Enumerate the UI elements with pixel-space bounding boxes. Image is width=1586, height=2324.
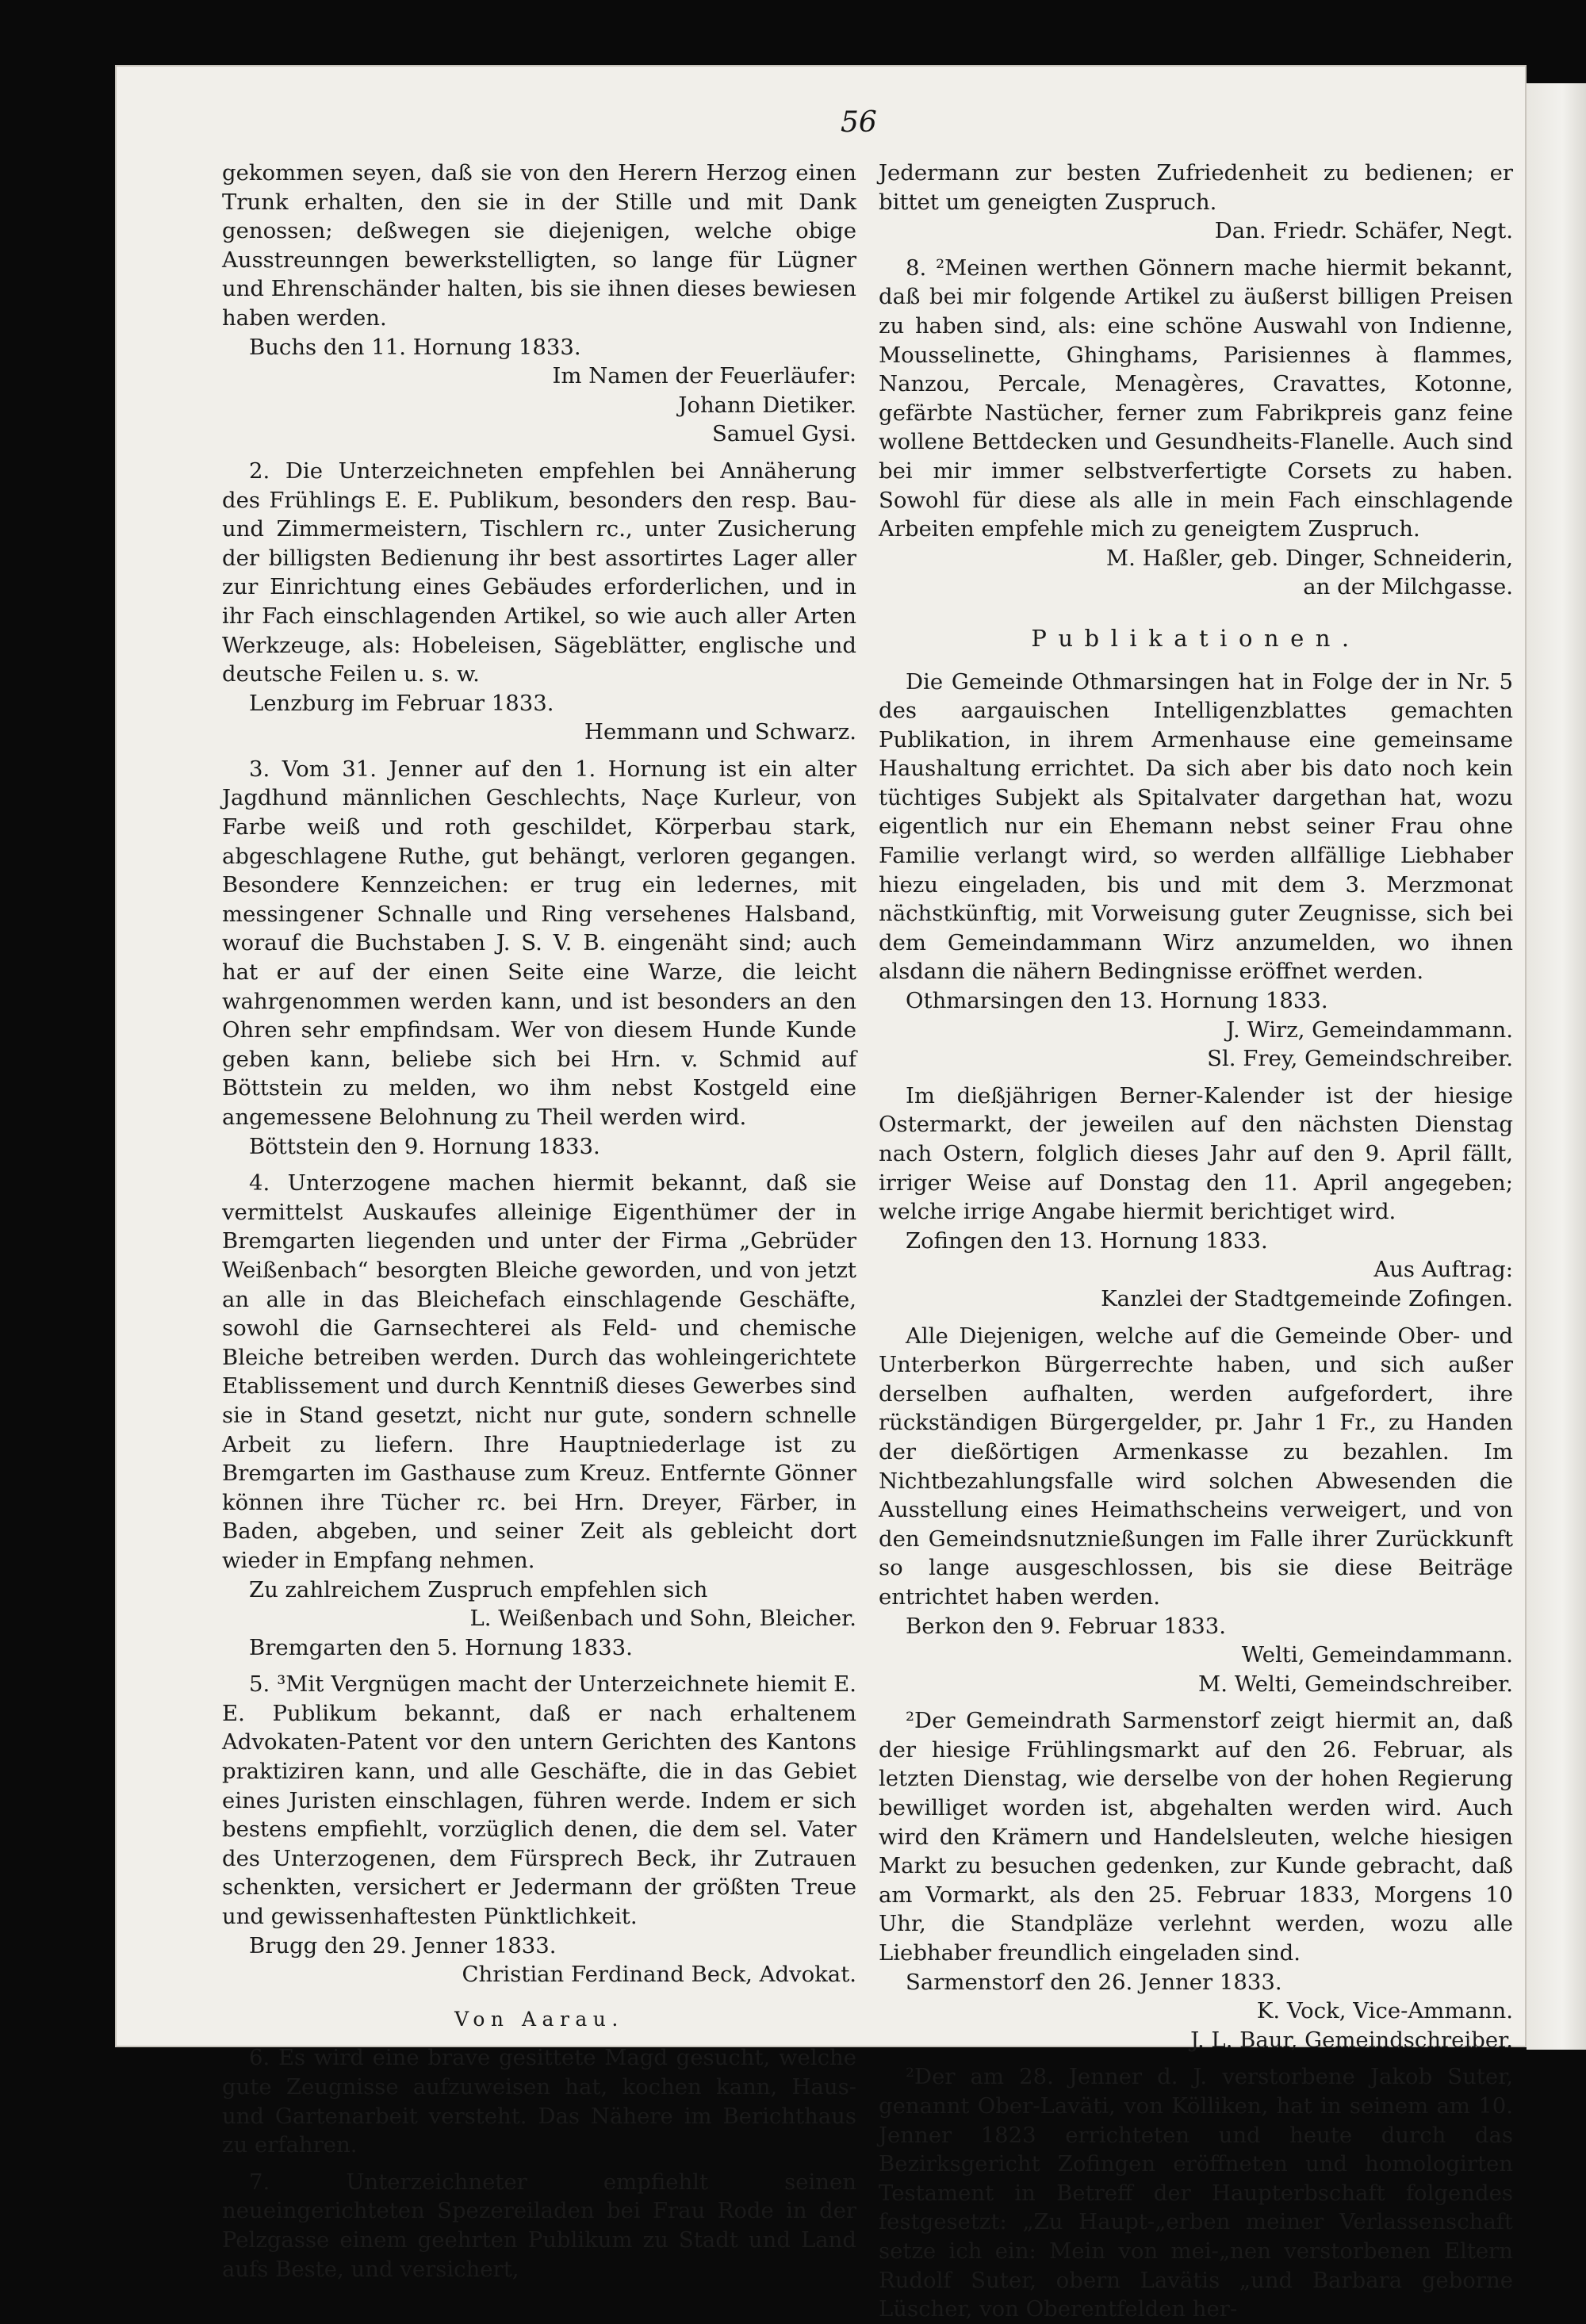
date-line: Buchs den 11. Hornung 1833. — [249, 334, 581, 360]
signature-line: Kanzlei der Stadtgemeinde Zofingen. — [1101, 1285, 1513, 1311]
next-page-edge — [1527, 83, 1586, 2050]
notice-item: 4. Unterzogene machen hiermit bekannt, daß sie vermittelst Auskaufes alleinige Eigenthümer der in Bremgarten liegenden und unter der Firma „Gebrüder Weißenbach“ besorgten Bleiche geworden, und von jetzt an alle in das Bleichefach einschlagende Geschäfte, sowohl die Garnsechterei als Feld- und chemische Bleiche betreiben werden. Durch das wohleingerichtete Etablissement und durch Kenntniß dieses Gewerbes sind sie in Stand gesetzt, nicht nur gute, sondern schnelle Arbeit zu liefern. Ihre Hauptniederlage ist zu Bremgarten im Gasthause zum Kreuz. Entfernte Gönner können ihre Tücher rc. bei Hrn. Dreyer, Färber, in Baden, abgeben, und seiner Zeit als gebleicht dort wieder in Empfang nehmen. — [222, 1170, 856, 1573]
notice-item: 8. ²Meinen werthen Gönnern mache hiermit bekannt, daß bei mir folgende Artikel zu äußerst billigen Preisen zu haben sind, als: eine schöne Auswahl von Indienne, Mousselinette, Ghinghams, Parisiennes à flammes, Nanzou, Percale, Menagères, Cravattes, Kotonne, gefärbte Nastücher, ferner zum Fabrikpreis ganz feine wollene Bettdecken und Gesundheits-Flanelle. Auch sind bei mir immer selbstverfertigte Corsets zu haben. Sowohl für diese als alle in mein Fach einschlagende Arbeiten empfehle mich zu geneigtem Zuspruch. — [879, 255, 1513, 542]
page-number: 56 — [841, 106, 877, 139]
signature-line: M. Haßler, geb. Dinger, Schneiderin, — [1105, 545, 1513, 571]
signature-line: Im Namen der Feuerläufer: — [552, 363, 856, 389]
signature-line: K. Vock, Vice-Ammann. — [1256, 1998, 1513, 2024]
date-line: Böttstein den 9. Hornung 1833. — [249, 1133, 600, 1159]
date-line: Brugg den 29. Jenner 1833. — [249, 1932, 557, 1958]
date-line: Lenzburg im Februar 1833. — [249, 690, 554, 716]
continued-paragraph: gekommen seyen, daß sie von den Herern Herzog einen Trunk erhalten, den sie in der Stille und mit Dank genossen; deßwegen sie diejenigen, welche obige Ausstreunngen bewerkstelligten, so lange für Lügner und Ehrenschänder halten, bis sie ihnen dieses bewiesen haben werden. — [222, 160, 856, 331]
date-line: Bremgarten den 5. Hornung 1833. — [249, 1634, 633, 1660]
signature-line: Samuel Gysi. — [712, 421, 856, 447]
date-line: Zu zahlreichem Zuspruch empfehlen sich — [249, 1576, 708, 1602]
section-heading: Publikationen. — [1031, 624, 1361, 652]
notice-paragraph: Alle Diejenigen, welche auf die Gemeinde Ober- und Unterberkon Bürgerrechte haben, und sich außer derselben aufhalten, werden aufgefordert, ihre rückständigen Bürgergelder, pr. Jahr 1 Fr., zu Handen der dießörtigen Armenkasse zu bezahlen. Im Nichtbezahlungsfalle wird solchen Abwesenden die Ausstellung eines Heimathscheins verweigert, und von den Gemeindsnutznießungen im Falle ihrer Zurückkunft so lange ausgeschlossen, bis sie diese Beiträge entrichtet haben werden. — [879, 1323, 1513, 1610]
notice-item: 6. Es wird eine brave gesittete Magd gesucht, welche gute Zeugnisse aufzuweisen hat, kochen kann, Haus- und Gartenarbeit versteht. Das Nähere im Berichthaus zu erfahren. — [222, 2045, 856, 2158]
notice-item: 5. ³Mit Vergnügen macht der Unterzeichnete hiemit E. E. Publikum bekannt, daß er nach erhaltenem Advokaten-Patent vor den untern Gerichten des Kantons praktiziren kann, und alle Geschäfte, die in das Gebiet eines Juristen einschlagen, führen werde. Indem er sich bestens empfiehlt, vorzüglich denen, die dem sel. Vater des Unterzogenen, dem Fürsprech Beck, ihr Zutrauen schenkten, versichert er Jedermann der größten Treue und gewissenhaftesten Pünktlichkeit. — [222, 1671, 856, 1930]
signature-line: Sl. Frey, Gemeindschreiber. — [1207, 1046, 1513, 1072]
signature-line: M. Welti, Gemeindschreiber. — [1198, 1671, 1513, 1697]
date-line: Sarmenstorf den 26. Jenner 1833. — [906, 1969, 1282, 1995]
signature-line: J. Wirz, Gemeindammann. — [1226, 1017, 1513, 1043]
date-line: Zofingen den 13. Hornung 1833. — [906, 1227, 1268, 1254]
date-line: Berkon den 9. Februar 1833. — [906, 1613, 1226, 1639]
signature-line: Hemmann und Schwarz. — [584, 719, 856, 745]
right-column — [879, 159, 1513, 2324]
notice-paragraph: Die Gemeinde Othmarsingen hat in Folge der in Nr. 5 des aargauischen Intelligenzblattes gemachten Publikation, in ihrem Armenhause eine gemeinsame Haushaltung errichtet. Da sich aber bis dato noch kein tüchtiges Subjekt als Spitalvater dargethan hat, wozu eigentlich nur ein Ehemann nebst seiner Frau ohne Familie verlangt wird, so werden allfällige Liebhaber hiezu eingeladen, bis und mit dem 3. Merzmonat nächstkünftig, mit Vorweisung guter Zeugnisse, sich bei dem Gemeindammann Wirz anzumelden, wo ihnen alsdann die nähern Bedingnisse eröffnet werden. — [879, 668, 1513, 985]
signature-line: Dan. Friedr. Schäfer, Negt. — [1214, 218, 1513, 244]
notice-paragraph: ²Der am 28. Jenner d. J. verstorbene Jakob Suter, genannt Ober-Laväti, von Kölliken, hat in seinem am 10. Jenner 1823 errichteten und heute durch das Bezirksgericht Zofingen eröffneten und homologirten Testament in Betreff der Haupterbschaft folgendes festgesetzt: „Zu Haupt-„erben meiner Verlassenschaft setze ich ein: Mein von mei-„nen verstorbenen Eltern Rudolf Suter, obern Lavätis „und Barbara geborne Lüscher, von Oberentfelden her- — [879, 2064, 1513, 2322]
notice-item: 2. Die Unterzeichneten empfehlen bei Annäherung des Frühlings E. E. Publikum, besonders den resp. Bau- und Zimmermeistern, Tischlern rc., unter Zusicherung der billigsten Bedienung ihr best assortirtes Lager aller zur Einrichtung eines Gebäudes erforderlichen, und in ihr Fach einschlagenden Artikel, so wie auch aller Arten Werkzeuge, als: Hobeleisen, Sägeblätter, englische und deutsche Feilen u. s. w. — [222, 458, 856, 687]
signature-line: J. L. Baur, Gemeindschreiber. — [1190, 2027, 1513, 2053]
signature-line: Welti, Gemeindammann. — [1241, 1642, 1513, 1668]
continued-paragraph: Jedermann zur besten Zufriedenheit zu bedienen; er bittet um geneigten Zuspruch. — [879, 160, 1513, 215]
left-column — [222, 159, 856, 2284]
section-subheading: Von Aarau. — [454, 2007, 624, 2031]
notice-paragraph: Im dießjährigen Berner-Kalender ist der hiesige Ostermarkt, der jeweilen auf den nächsten Dienstag nach Ostern, folglich dieses Jahr auf den 9. April fällt, irriger Weise auf Donstag den 11. April angegeben; welche irrige Angabe hiermit berichtiget wird. — [879, 1082, 1513, 1225]
notice-paragraph: ²Der Gemeindrath Sarmenstorf zeigt hiermit an, daß der hiesige Frühlingsmarkt auf den 26. Februar, als letzten Dienstag, wie derselbe von der hohen Regierung bewilliget worden ist, abgehalten werden wird. Auch wird den Krämern und Handelsleuten, welche hiesigen Markt zu besuchen gedenken, zur Kunde gebracht, daß am Vormarkt, als den 25. Februar 1833, Morgens 10 Uhr, die Standpläze verlehnt werden, wozu alle Liebhaber freundlich eingeladen sind. — [879, 1708, 1513, 1966]
notice-item: 7. Unterzeichneter empfiehlt seinen neueingerichteten Spezereiladen bei Frau Rode in der Pelzgasse einem geehrten Publikum zu Stadt und Land aufs Beste, und versichert, — [222, 2169, 856, 2282]
date-line: Othmarsingen den 13. Hornung 1833. — [906, 988, 1328, 1014]
signature-line: Aus Auftrag: — [1373, 1257, 1513, 1283]
signature-line: an der Milchgasse. — [1303, 574, 1513, 600]
signature-line: Christian Ferdinand Beck, Advokat. — [462, 1962, 856, 1988]
signature-line: L. Weißenbach und Sohn, Bleicher. — [469, 1606, 856, 1632]
notice-item: 3. Vom 31. Jenner auf den 1. Hornung ist ein alter Jagdhund männlichen Geschlechts, Naçe Kurleur, von Farbe weiß und roth geschildet, Körperbau stark, abgeschlagene Ruthe, gut behängt, verloren gegangen. Besondere Kennzeichen: er trug ein ledernes, mit messingener Schnalle und Ring versehenes Halsband, worauf die Buchstaben J. S. V. B. eingenäht sind; auch hat er auf der einen Seite eine Warze, die leicht wahrgenommen werden kann, und ist besonders an den Ohren sehr empfindsam. Wer von diesem Hunde Kunde geben kann, beliebe sich bei Hrn. v. Schmid auf Böttstein zu melden, wo ihm nebst Kostgeld eine angemessene Belohnung zu Theil werden wird. — [222, 756, 856, 1130]
signature-line: Johann Dietiker. — [678, 392, 856, 418]
